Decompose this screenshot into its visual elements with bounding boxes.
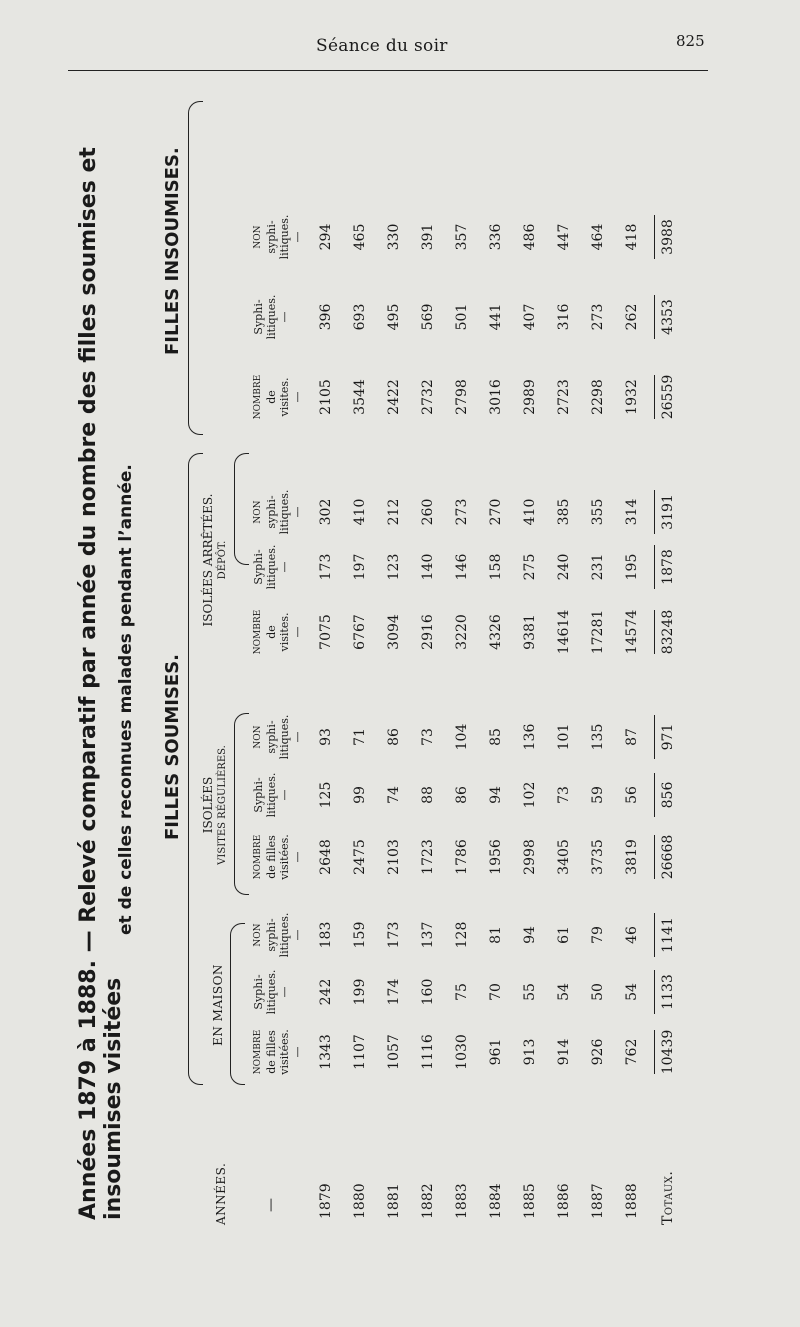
year-cell: 1882 <box>420 1183 436 1219</box>
table-cell: 136 <box>522 723 538 751</box>
subheader-line: de <box>265 625 278 639</box>
table-cell: 137 <box>420 921 436 949</box>
total-cell: 1878 <box>660 549 676 585</box>
table-cell: 3544 <box>352 379 368 415</box>
subheader-depot_visites <box>252 604 304 660</box>
table-cell: 260 <box>420 498 436 526</box>
table-cell: 2732 <box>420 379 436 415</box>
table-cell: 1932 <box>624 379 640 415</box>
total-rule <box>654 545 655 589</box>
table-cell: 123 <box>386 553 402 581</box>
table-cell: 1107 <box>352 1034 368 1070</box>
subheader-dash: — <box>278 789 291 801</box>
subheader-line: syphi- <box>265 220 278 254</box>
subheader-line: NOMBRE <box>253 834 263 880</box>
subheader-line: Syphi- <box>252 974 265 1010</box>
subheader-line: litiques. <box>278 714 291 760</box>
year-cell: 1884 <box>488 1183 504 1219</box>
total-rule <box>654 773 655 817</box>
table-cell: 6767 <box>352 614 368 650</box>
table-cell: 2723 <box>556 379 572 415</box>
year-cell: 1885 <box>522 1183 538 1219</box>
total-cell: 1133 <box>660 974 676 1010</box>
total-rule <box>654 715 655 759</box>
table-cell: 73 <box>556 786 572 804</box>
table-cell: 74 <box>386 786 402 804</box>
table-cell: 465 <box>352 223 368 251</box>
table-cell: 183 <box>318 921 334 949</box>
subheader-line: litiques. <box>265 969 278 1015</box>
subheader-line: litiques. <box>278 214 291 260</box>
subheader-line: syphi- <box>265 495 278 529</box>
table-cell: 302 <box>318 498 334 526</box>
brace-en-maison <box>230 923 245 1085</box>
table-cell: 385 <box>556 498 572 526</box>
total-rule <box>654 490 655 534</box>
table-cell: 4326 <box>488 614 504 650</box>
subheader-insoumises_visites <box>252 369 304 425</box>
table-cell: 59 <box>590 786 606 804</box>
table-cell: 693 <box>352 303 368 331</box>
table-cell: 2916 <box>420 614 436 650</box>
table-cell: 86 <box>454 786 470 804</box>
table-cell: 158 <box>488 553 504 581</box>
total-cell: 3191 <box>660 494 676 530</box>
table-cell: 50 <box>590 983 606 1001</box>
table-cell: 3220 <box>454 614 470 650</box>
header-visites-regulieres: VISITES RÉGULIÈRES. <box>217 745 228 865</box>
table-cell: 2648 <box>318 839 334 875</box>
subheader-line: visitées. <box>278 834 291 880</box>
table-cell: 275 <box>522 553 538 581</box>
table-title: Années 1879 à 1888. — Relevé comparatif par année du nombre des filles soumises et insoumises visitées <box>76 147 126 1220</box>
subheader-line: NOMBRE <box>253 609 263 655</box>
table-cell: 160 <box>420 978 436 1006</box>
table-cell: 262 <box>624 303 640 331</box>
header-rule <box>68 70 708 71</box>
table-cell: 391 <box>420 223 436 251</box>
subheader-line: syphi- <box>265 720 278 754</box>
total-rule <box>654 375 655 419</box>
total-cell: 26668 <box>660 834 676 880</box>
table-cell: 94 <box>522 926 538 944</box>
subheader-line: litiques. <box>265 294 278 340</box>
table-cell: 1057 <box>386 1034 402 1070</box>
table-cell: 2105 <box>318 379 334 415</box>
subheader-line: litiques. <box>278 489 291 535</box>
table-cell: 71 <box>352 728 368 746</box>
table-cell: 101 <box>556 723 572 751</box>
table-cell: 495 <box>386 303 402 331</box>
table-cell: 410 <box>522 498 538 526</box>
subheader-line: NOMBRE <box>253 1029 263 1075</box>
table-cell: 3405 <box>556 839 572 875</box>
table-cell: 2998 <box>522 839 538 875</box>
subheader-dash: — <box>291 1046 304 1058</box>
table-cell: 135 <box>590 723 606 751</box>
subheader-line: litiques. <box>265 544 278 590</box>
table-cell: 569 <box>420 303 436 331</box>
subheader-depot_syph <box>252 539 291 595</box>
total-cell: 26559 <box>660 374 676 420</box>
subheader-line: NON <box>253 225 263 249</box>
table-cell: 762 <box>624 1038 640 1066</box>
total-cell: 83248 <box>660 609 676 655</box>
table-cell: 104 <box>454 723 470 751</box>
table-cell: 355 <box>590 498 606 526</box>
table-cell: 961 <box>488 1038 504 1066</box>
heading-filles-soumises: FILLES SOUMISES. <box>162 653 183 840</box>
subheader-insoumises_syph <box>252 289 291 345</box>
total-cell: 4353 <box>660 299 676 335</box>
subheader-line: de filles <box>265 835 278 879</box>
table-cell: 54 <box>556 983 572 1001</box>
total-cell: 1141 <box>660 917 676 953</box>
subheader-maison_non <box>252 907 304 963</box>
table-cell: 1786 <box>454 839 470 875</box>
running-head: Séance du soir <box>316 36 448 56</box>
total-cell: 856 <box>660 781 676 809</box>
table-cell: 501 <box>454 303 470 331</box>
subheader-line: visites. <box>278 612 291 652</box>
table-cell: 102 <box>522 781 538 809</box>
subheader-dash: — <box>291 391 304 403</box>
year-cell: 1879 <box>318 1183 334 1219</box>
table-cell: 1956 <box>488 839 504 875</box>
table-cell: 99 <box>352 786 368 804</box>
table-cell: 407 <box>522 303 538 331</box>
subheader-dash: — <box>291 231 304 243</box>
table-cell: 396 <box>318 303 334 331</box>
header-en-maison: EN MAISON <box>211 964 225 1046</box>
year-cell: 1881 <box>386 1183 402 1219</box>
brace-insoumises <box>188 101 203 435</box>
table-cell: 173 <box>386 921 402 949</box>
heading-filles-insoumises: FILLES INSOUMISES. <box>162 147 183 355</box>
totals-label: Totaux. <box>660 1170 676 1225</box>
total-rule <box>654 215 655 259</box>
brace-isolees <box>234 713 249 895</box>
subheader-maison_syph <box>252 964 291 1020</box>
subheader-dash: — <box>291 506 304 518</box>
table-cell: 125 <box>318 781 334 809</box>
table-cell: 7075 <box>318 614 334 650</box>
table-cell: 212 <box>386 498 402 526</box>
table-cell: 2103 <box>386 839 402 875</box>
table-cell: 61 <box>556 926 572 944</box>
subheader-line: NON <box>253 923 263 947</box>
table-cell: 330 <box>386 223 402 251</box>
table-cell: 195 <box>624 553 640 581</box>
year-cell: 1886 <box>556 1183 572 1219</box>
table-cell: 79 <box>590 926 606 944</box>
table-cell: 70 <box>488 983 504 1001</box>
table-cell: 926 <box>590 1038 606 1066</box>
table-cell: 3016 <box>488 379 504 415</box>
subheader-line: visitées. <box>278 1029 291 1075</box>
total-rule <box>654 970 655 1014</box>
subheader-isolees_syph <box>252 767 291 823</box>
total-rule <box>654 913 655 957</box>
subheader-isolees_non <box>252 709 304 765</box>
table-cell: 87 <box>624 728 640 746</box>
year-cell: 1883 <box>454 1183 470 1219</box>
table-cell: 240 <box>556 553 572 581</box>
total-cell: 971 <box>660 723 676 751</box>
table-cell: 447 <box>556 223 572 251</box>
table-cell: 410 <box>352 498 368 526</box>
subheader-line: Syphi- <box>252 299 265 335</box>
table-cell: 146 <box>454 553 470 581</box>
total-rule <box>654 295 655 339</box>
table-cell: 270 <box>488 498 504 526</box>
subheader-maison_visitees <box>252 1024 304 1080</box>
subheader-dash: — <box>278 561 291 573</box>
table-cell: 336 <box>488 223 504 251</box>
subheader-dash: — <box>291 626 304 638</box>
subheader-line: visites. <box>278 377 291 417</box>
subheader-depot_non <box>252 484 304 540</box>
table-cell: 55 <box>522 983 538 1001</box>
year-cell: 1880 <box>352 1183 368 1219</box>
subheader-line: de <box>265 390 278 404</box>
table-cell: 231 <box>590 553 606 581</box>
table-cell: 1030 <box>454 1034 470 1070</box>
table-cell: 2298 <box>590 379 606 415</box>
table-cell: 418 <box>624 223 640 251</box>
header-isolees: ISOLÉES <box>201 776 215 834</box>
table-cell: 81 <box>488 926 504 944</box>
table-cell: 140 <box>420 553 436 581</box>
subheader-line: Syphi- <box>252 777 265 813</box>
table-cell: 1723 <box>420 839 436 875</box>
table-cell: 54 <box>624 983 640 1001</box>
subheader-line: NON <box>253 725 263 749</box>
table-cell: 314 <box>624 498 640 526</box>
year-cell: 1887 <box>590 1183 606 1219</box>
total-rule <box>654 835 655 879</box>
subheader-line: syphi- <box>265 918 278 952</box>
table-cell: 174 <box>386 978 402 1006</box>
table-cell: 273 <box>590 303 606 331</box>
subheader-line: de filles <box>265 1030 278 1074</box>
brace-depot <box>234 453 249 565</box>
table-cell: 3735 <box>590 839 606 875</box>
rotated-table <box>70 95 710 1225</box>
table-cell: 86 <box>386 728 402 746</box>
table-cell: 93 <box>318 728 334 746</box>
table-cell: 75 <box>454 983 470 1001</box>
table-cell: 2798 <box>454 379 470 415</box>
table-cell: 128 <box>454 921 470 949</box>
table-cell: 199 <box>352 978 368 1006</box>
table-cell: 486 <box>522 223 538 251</box>
header-annees: ANNÉES. <box>214 1162 228 1225</box>
subheader-line: NON <box>253 500 263 524</box>
total-cell: 3988 <box>660 219 676 255</box>
table-cell: 2989 <box>522 379 538 415</box>
subheader-dash: — <box>278 311 291 323</box>
table-cell: 73 <box>420 728 436 746</box>
subheader-dash: — <box>291 851 304 863</box>
table-cell: 913 <box>522 1038 538 1066</box>
subheader-line: Syphi- <box>252 549 265 585</box>
table-cell: 2475 <box>352 839 368 875</box>
table-cell: 85 <box>488 728 504 746</box>
table-cell: 17281 <box>590 609 606 655</box>
table-cell: 242 <box>318 978 334 1006</box>
year-cell: 1888 <box>624 1183 640 1219</box>
table-cell: 464 <box>590 223 606 251</box>
table-cell: 14614 <box>556 609 572 655</box>
subheader-isolees_visitees <box>252 829 304 885</box>
table-cell: 2422 <box>386 379 402 415</box>
table-cell: 56 <box>624 786 640 804</box>
subheader-dash: — <box>291 731 304 743</box>
header-annees-dash: — <box>263 1198 279 1212</box>
table-cell: 273 <box>454 498 470 526</box>
table-subtitle: et de celles reconnues malades pendant l’année. <box>116 464 136 935</box>
table-cell: 914 <box>556 1038 572 1066</box>
table-cell: 14574 <box>624 609 640 655</box>
subheader-line: litiques. <box>278 912 291 958</box>
header-isolees-arretees: ISOLÉES ARRÊTÉES. <box>201 493 215 627</box>
table-cell: 1116 <box>420 1034 436 1070</box>
table-cell: 159 <box>352 921 368 949</box>
table-cell: 357 <box>454 223 470 251</box>
total-rule <box>654 610 655 654</box>
table-cell: 9381 <box>522 614 538 650</box>
table-cell: 173 <box>318 553 334 581</box>
total-rule <box>654 1030 655 1074</box>
subheader-line: litiques. <box>265 772 278 818</box>
table-cell: 46 <box>624 926 640 944</box>
table-cell: 316 <box>556 303 572 331</box>
table-cell: 441 <box>488 303 504 331</box>
subheader-dash: — <box>278 986 291 998</box>
subheader-insoumises_non <box>252 209 304 265</box>
subheader-line: NOMBRE <box>253 374 263 420</box>
table-cell: 3819 <box>624 839 640 875</box>
total-cell: 10439 <box>660 1029 676 1075</box>
header-depot: DÉPÔT. <box>217 540 228 580</box>
table-cell: 197 <box>352 553 368 581</box>
page-number: 825 <box>676 32 705 50</box>
table-cell: 94 <box>488 786 504 804</box>
table-cell: 88 <box>420 786 436 804</box>
subheader-dash: — <box>291 929 304 941</box>
table-cell: 294 <box>318 223 334 251</box>
table-cell: 1343 <box>318 1034 334 1070</box>
table-cell: 3094 <box>386 614 402 650</box>
